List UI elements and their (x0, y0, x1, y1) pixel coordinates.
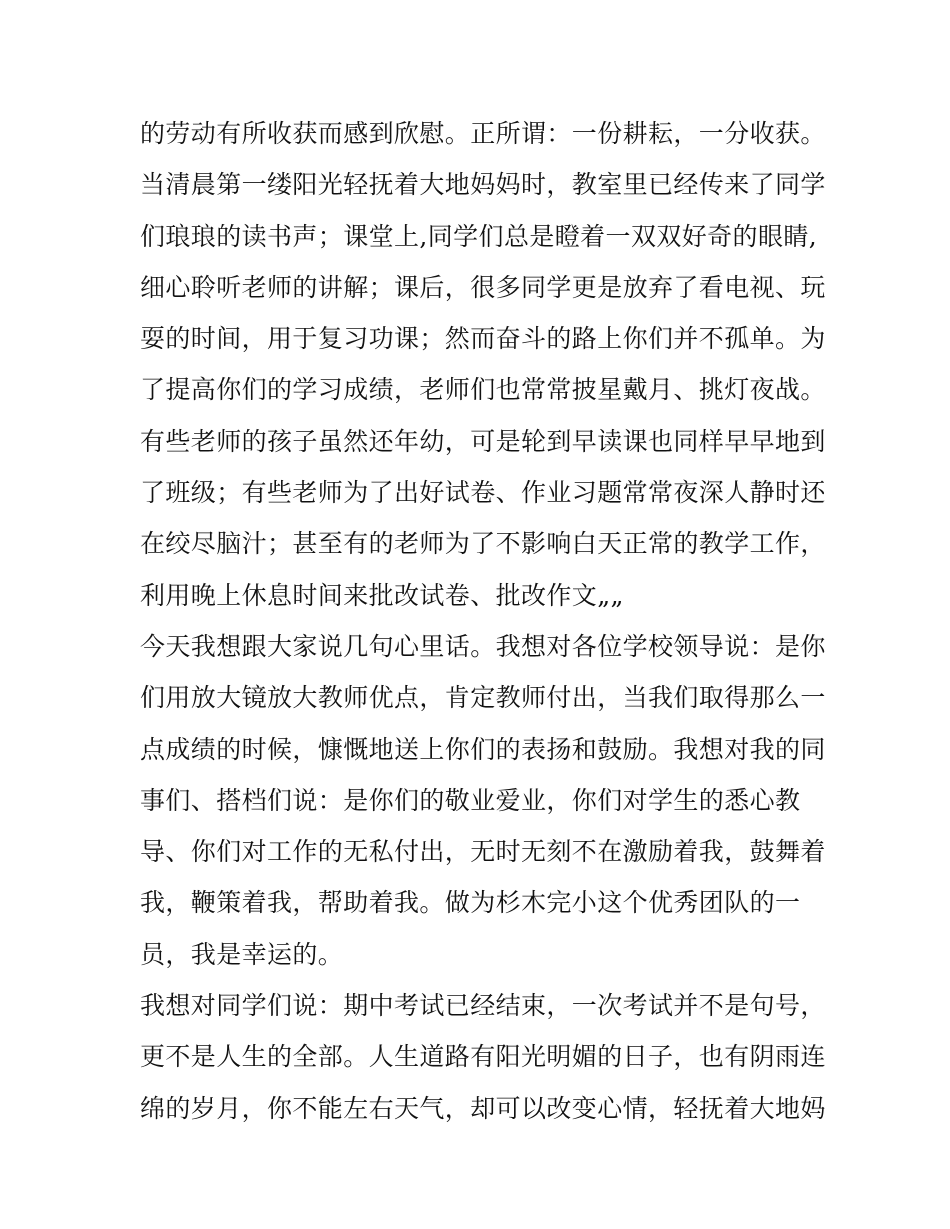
text-line: 利用晚上休息时间来批改试卷、批改作文„„ (140, 580, 624, 610)
text-line: 们用放大镜放大教师优点，肯定教师付出，当我们取得那么一 (140, 683, 826, 713)
text-line: 我，鞭策着我，帮助着我。做为杉木完小这个优秀团队的一 (140, 888, 801, 918)
text-line: 了提高你们的学习成绩，老师们也常常披星戴月、挑灯夜战。 (140, 375, 826, 405)
text-line: 在绞尽脑汁；甚至有的老师为了不影响白天正常的教学工作， (140, 529, 826, 559)
text-line: 有些老师的孩子虽然还年幼，可是轮到早读课也同样早早地到 (140, 426, 826, 456)
text-line: 我想对同学们说：期中考试已经结束，一次考试并不是句号， (140, 991, 826, 1021)
text-line: 绵的岁月，你不能左右天气，却可以改变心情，轻抚着大地妈 (140, 1093, 826, 1123)
text-line: 当清晨第一缕阳光轻抚着大地妈妈时，教室里已经传来了同学 (140, 170, 826, 200)
text-line: 更不是人生的全部。人生道路有阳光明媚的日子，也有阴雨连 (140, 1042, 826, 1072)
text-line: 今天我想跟大家说几句心里话。我想对各位学校领导说：是你 (140, 631, 826, 661)
text-line: 导、你们对工作的无私付出，无时无刻不在激励着我，鼓舞着 (140, 837, 826, 867)
text-line: 了班级；有些老师为了出好试卷、作业习题常常夜深人静时还 (140, 478, 826, 508)
text-line: 事们、搭档们说：是你们的敬业爱业，你们对学生的悉心教 (140, 785, 801, 815)
text-line: 的劳动有所收获而感到欣慰。正所谓：一份耕耘，一分收获。 (140, 119, 826, 148)
body-text (140, 108, 826, 1134)
text-line: 点成绩的时候，慷慨地送上你们的表扬和鼓励。我想对我的同 (140, 734, 826, 764)
text-line: 耍的时间，用于复习功课；然而奋斗的路上你们并不孤单。为 (140, 324, 826, 354)
text-line: 们琅琅的读书声；课堂上,同学们总是瞪着一双双好奇的眼睛, (140, 221, 818, 251)
text-line: 员，我是幸运的。 (140, 939, 344, 969)
text-line: 细心聆听老师的讲解；课后，很多同学更是放弃了看电视、玩 (140, 272, 826, 302)
